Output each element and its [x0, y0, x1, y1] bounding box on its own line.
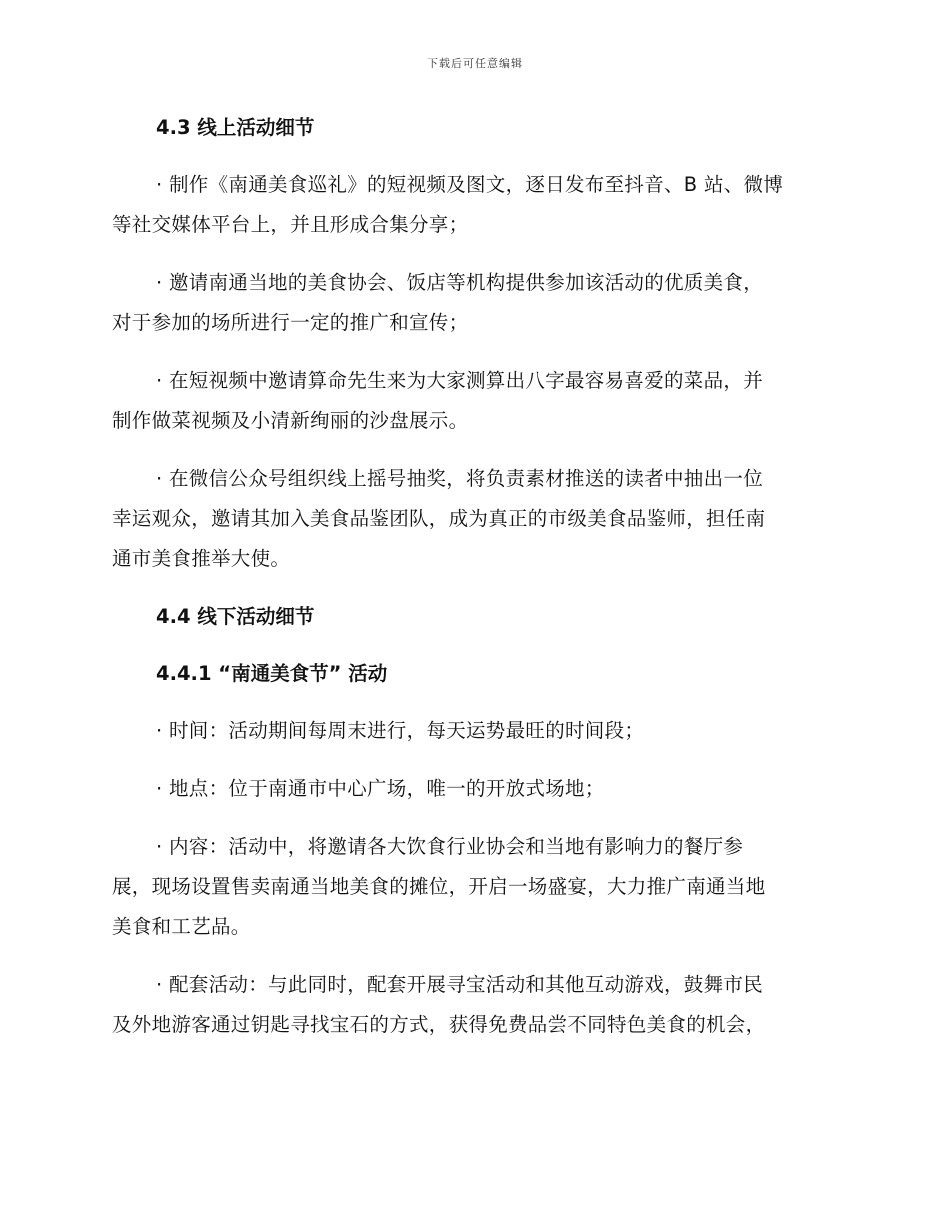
paragraph-line: · 配套活动：与此同时，配套开展寻宝活动和其他互动游戏，鼓舞市民 — [156, 973, 763, 996]
paragraph-line: · 邀请南通当地的美食协会、饭店等机构提供参加该活动的优质美食， — [156, 271, 763, 294]
paragraph-line: 等社交媒体平台上，并且形成合集分享； — [112, 213, 469, 236]
paragraph-line: 及外地游客通过钥匙寻找宝石的方式，获得免费品尝不同特色美食的机会， — [112, 1013, 766, 1036]
paragraph-line: · 时间：活动期间每周末进行，每天运势最旺的时间段； — [156, 719, 645, 742]
paragraph-line: · 在短视频中邀请算命先生来为大家测算出八字最容易喜爱的菜品，并 — [156, 369, 763, 392]
section-heading-4-4: 4.4 线下活动细节 — [156, 605, 315, 628]
paragraph-online-3 — [112, 361, 842, 441]
subsection-heading-4-4-1: 4.4.1 “南通美食节” 活动 — [156, 662, 388, 685]
paragraph-online-4 — [112, 459, 842, 579]
paragraph-line: 美食和工艺品。 — [112, 915, 251, 938]
paragraph-online-1 — [112, 165, 842, 245]
paragraph-line: 展，现场设置售卖南通当地美食的摊位，开启一场盛宴，大力推广南通当地 — [112, 875, 766, 898]
paragraph-offline-place — [112, 769, 842, 809]
paragraph-line: 对于参加的场所进行一定的推广和宣传； — [112, 311, 469, 334]
section-heading-4-3: 4.3 线上活动细节 — [156, 116, 315, 139]
paragraph-line: 幸运观众，邀请其加入美食品鉴团队，成为真正的市级美食品鉴师，担任南 — [112, 507, 766, 530]
paragraph-offline-support — [112, 965, 842, 1045]
document-body — [112, 108, 842, 1045]
paragraph-line: · 在微信公众号组织线上摇号抽奖，将负责素材推送的读者中抽出一位 — [156, 467, 763, 490]
paragraph-line: · 地点：位于南通市中心广场，唯一的开放式场地； — [156, 777, 605, 800]
paragraph-line: · 制作《南通美食巡礼》的短视频及图文，逐日发布至抖音、B 站、微博 — [156, 173, 784, 196]
paragraph-line: 通市美食推举大使。 — [112, 547, 291, 570]
paragraph-online-2 — [112, 263, 842, 343]
paragraph-line: · 内容：活动中，将邀请各大饮食行业协会和当地有影响力的餐厅参 — [156, 835, 744, 858]
header-note: 下载后可任意编辑 — [427, 57, 523, 70]
paragraph-offline-content — [112, 827, 842, 947]
paragraph-line: 制作做菜视频及小清新绚丽的沙盘展示。 — [112, 409, 469, 432]
paragraph-offline-time — [112, 711, 842, 751]
